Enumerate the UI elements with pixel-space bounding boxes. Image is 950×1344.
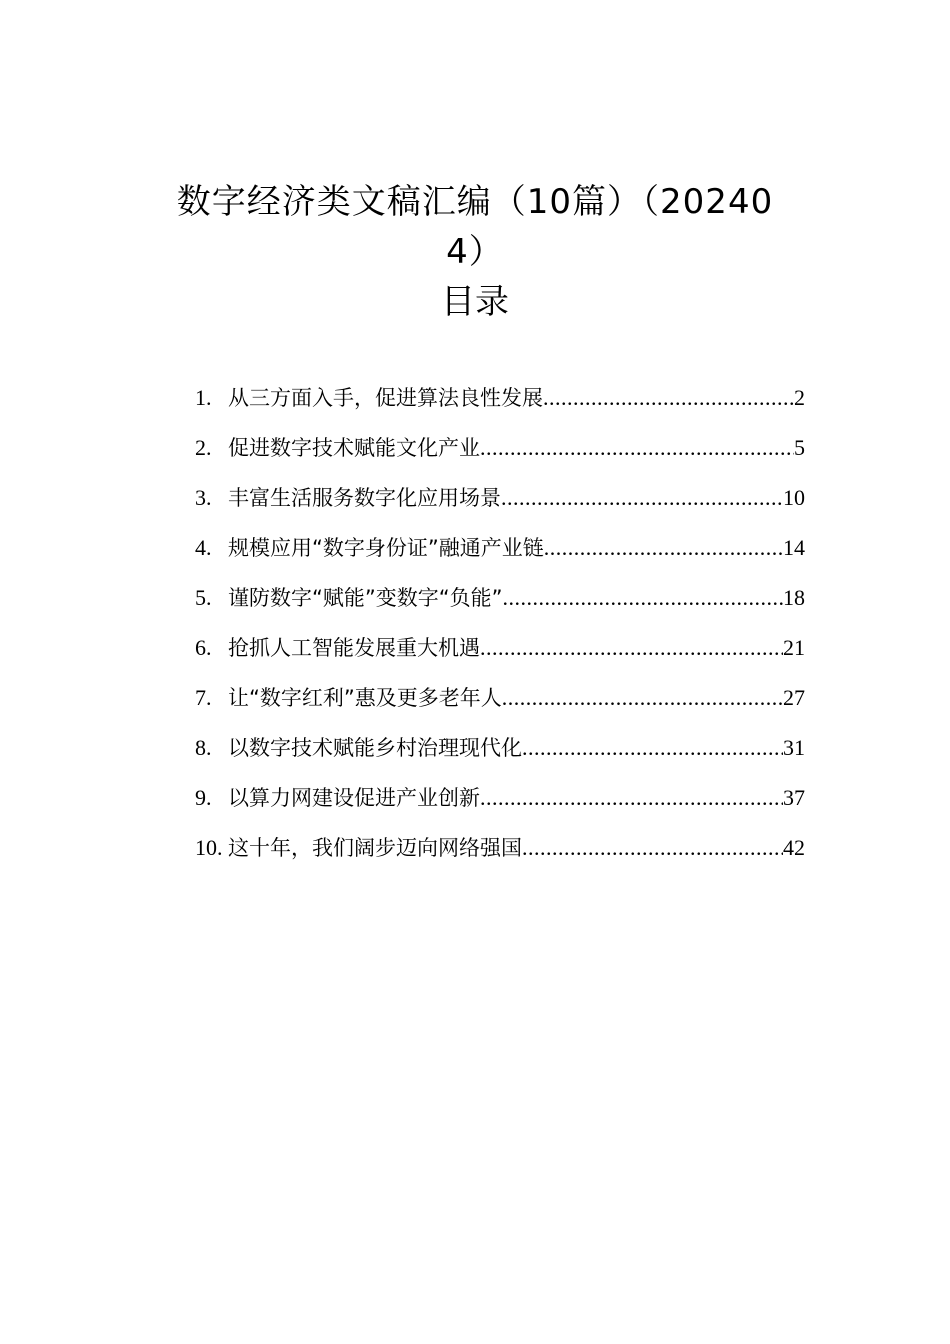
toc-entry[interactable] [195, 630, 805, 680]
toc-entry-number: 4. [195, 535, 212, 560]
toc-entry-number: 2. [195, 435, 212, 460]
toc-entry[interactable] [195, 780, 805, 830]
toc-entry-title: 以算力网建设促进产业创新 [228, 786, 480, 810]
toc-entry[interactable] [195, 680, 805, 730]
toc-entry[interactable] [195, 380, 805, 430]
toc-entry-page: 18 [783, 585, 805, 610]
toc-entry-title: 从三方面入手，促进算法良性发展 [228, 386, 543, 410]
toc-entry[interactable] [195, 730, 805, 780]
toc-entry-number: 6. [195, 635, 212, 660]
toc-entry-number: 7. [195, 685, 212, 710]
toc-entry[interactable] [195, 430, 805, 480]
toc-entry-page: 10 [783, 485, 805, 510]
toc-leader-dots [522, 730, 783, 766]
toc-entry-title: 丰富生活服务数字化应用场景 [228, 486, 501, 510]
toc-entry[interactable] [195, 580, 805, 630]
toc-entry[interactable] [195, 530, 805, 580]
toc-entry-title: 抢抓人工智能发展重大机遇 [228, 636, 480, 660]
toc-entry-page: 42 [783, 835, 805, 860]
toc-entry-title: 这十年，我们阔步迈向网络强国 [228, 836, 522, 860]
toc-leader-dots [522, 830, 783, 866]
toc-entry-number: 10. [195, 835, 223, 860]
toc-entry-page: 21 [783, 635, 805, 660]
toc-entry-page: 2 [794, 385, 805, 410]
toc-entry-number: 8. [195, 735, 212, 760]
toc-heading: 目录 [441, 282, 509, 322]
toc-entry-number: 3. [195, 485, 212, 510]
toc-entry-page: 14 [783, 535, 805, 560]
toc-leader-dots [544, 530, 783, 566]
document-title-line2: 4） [446, 232, 504, 272]
document-title-line1: 数字经济类文稿汇编（10篇）（20240 [176, 182, 774, 222]
toc-entry-title: 以数字技术赋能乡村治理现代化 [228, 736, 522, 760]
toc-entry-number: 1. [195, 385, 212, 410]
toc-entry-title: 促进数字技术赋能文化产业 [228, 436, 480, 460]
toc-entry-page: 5 [794, 435, 805, 460]
toc-entry[interactable] [195, 480, 805, 530]
toc-entry-page: 27 [783, 685, 805, 710]
toc-leader-dots [501, 480, 783, 516]
toc-leader-dots [503, 580, 783, 616]
toc-leader-dots [480, 780, 783, 816]
toc-leader-dots [480, 430, 794, 466]
toc-leader-dots [543, 380, 794, 416]
toc-entry[interactable] [195, 830, 805, 880]
toc-entry-title: 让“数字红利”惠及更多老年人 [228, 686, 502, 710]
toc-entry-title: 规模应用“数字身份证”融通产业链 [228, 536, 544, 560]
toc-entry-number: 9. [195, 785, 212, 810]
toc-entry-number: 5. [195, 585, 212, 610]
toc-leader-dots [502, 680, 783, 716]
toc-leader-dots [480, 630, 783, 666]
toc-entry-page: 37 [783, 785, 805, 810]
table-of-contents [195, 380, 805, 880]
toc-entry-title: 谨防数字“赋能”变数字“负能” [228, 586, 503, 610]
toc-entry-page: 31 [783, 735, 805, 760]
